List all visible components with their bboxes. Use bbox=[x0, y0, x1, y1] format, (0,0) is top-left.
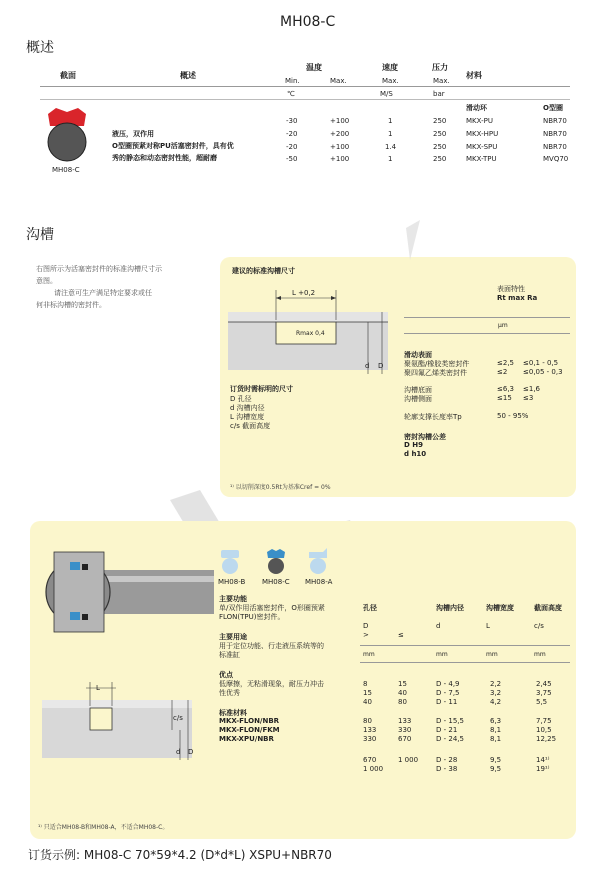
size-gt: 15 bbox=[363, 689, 372, 697]
order-dim-2: d 沟槽内径 bbox=[230, 404, 265, 412]
header-divider bbox=[40, 86, 570, 87]
size-cs: 5,5 bbox=[536, 698, 548, 706]
size-le: 133 bbox=[398, 717, 412, 725]
order-dim-1: D 孔径 bbox=[230, 395, 252, 403]
size-cs: 10,5 bbox=[536, 726, 552, 734]
size-d: D - 11 bbox=[436, 698, 458, 706]
unit-um: μm bbox=[498, 322, 508, 329]
size-unit-bottom-line bbox=[360, 662, 570, 663]
dyn-row1-label: 聚氨酯/橡胶类密封件 bbox=[404, 360, 470, 368]
size-le: 670 bbox=[398, 735, 412, 743]
side-v2: ≤3 bbox=[523, 394, 534, 402]
row-min: -20 bbox=[286, 143, 298, 151]
tol-D: D H9 bbox=[404, 441, 423, 449]
unit-temp: ℃ bbox=[287, 90, 295, 98]
size-d: D - 21 bbox=[436, 726, 458, 734]
size-d: D - 7,5 bbox=[436, 689, 460, 697]
size-d: D - 38 bbox=[436, 765, 458, 773]
adv-title: 优点 bbox=[219, 671, 233, 679]
size-cs: 3,75 bbox=[536, 689, 552, 697]
row-speed: 1.4 bbox=[385, 143, 397, 151]
col-groove-d: 沟槽内径 bbox=[436, 604, 464, 612]
oring-header: O型圈 bbox=[543, 104, 563, 112]
bottom-v2: ≤1,6 bbox=[523, 385, 540, 393]
row-max: +100 bbox=[330, 155, 350, 163]
size-d: D - 28 bbox=[436, 756, 458, 764]
groove-dim-D: D bbox=[378, 362, 384, 370]
dyn-row2-v1: ≤2 bbox=[497, 368, 508, 376]
unit-divider bbox=[40, 99, 570, 100]
adv-line-2: 性优秀 bbox=[219, 689, 240, 697]
row-max: +100 bbox=[330, 143, 350, 151]
dyn-row2-v2: ≤0,05 - 0,3 bbox=[523, 368, 563, 376]
size-gt: 8 bbox=[363, 680, 368, 688]
sub-le: ≤ bbox=[398, 631, 404, 639]
material-1: MKX-FLON/NBR bbox=[219, 717, 280, 725]
size-cs: 19¹⁾ bbox=[536, 765, 550, 773]
mh08c-profile-icon-small bbox=[265, 548, 287, 576]
sub-d: d bbox=[436, 622, 441, 630]
col-pressure-header: 压力 bbox=[432, 63, 448, 72]
size-gt: 1 000 bbox=[363, 765, 384, 773]
row-pressure: 250 bbox=[433, 130, 447, 138]
slide-ring-header: 滑动环 bbox=[466, 104, 487, 112]
col-groove-w: 沟槽宽度 bbox=[486, 604, 514, 612]
order-dim-4: c/s 截面高度 bbox=[230, 422, 271, 430]
temp-max-label: Max. bbox=[330, 77, 347, 85]
overview-section-title: 概述 bbox=[26, 40, 54, 56]
size-L: 6,3 bbox=[490, 717, 502, 725]
row-pressure: 250 bbox=[433, 155, 447, 163]
row-ring: MKX-TPU bbox=[466, 155, 497, 163]
unit-mm-2: mm bbox=[436, 651, 448, 658]
unit-mm-1: mm bbox=[363, 651, 375, 658]
dyn-title: 滑动表面 bbox=[404, 351, 432, 359]
row-oring: NBR70 bbox=[543, 143, 567, 151]
sizes-dim-d: d bbox=[176, 748, 181, 756]
bottom-v1: ≤6,3 bbox=[497, 385, 514, 393]
profile-label-a: MH08-A bbox=[305, 578, 333, 586]
unit-pressure: bar bbox=[433, 90, 445, 98]
use-title: 主要用途 bbox=[219, 633, 247, 641]
row-min: -20 bbox=[286, 130, 298, 138]
mh08b-profile-icon bbox=[219, 548, 241, 576]
size-gt: 80 bbox=[363, 717, 372, 725]
sizes-footnote: ¹⁾ 只适合MH08-B和MH08-A，不适合MH08-C。 bbox=[38, 824, 169, 831]
row-speed: 1 bbox=[388, 117, 393, 125]
size-le: 1 000 bbox=[398, 756, 419, 764]
col-section-header: 截面 bbox=[60, 71, 76, 80]
mh08a-profile-icon bbox=[307, 548, 329, 576]
sub-D: D bbox=[363, 622, 369, 630]
col-desc-header: 概述 bbox=[180, 71, 196, 80]
size-L: 8,1 bbox=[490, 735, 502, 743]
row-speed: 1 bbox=[388, 155, 393, 163]
tp-value: 50 - 95% bbox=[497, 412, 529, 420]
row-speed: 1 bbox=[388, 130, 393, 138]
unit-mm-4: mm bbox=[534, 651, 546, 658]
bottom-label: 沟槽底面 bbox=[404, 386, 432, 394]
size-cs: 14¹⁾ bbox=[536, 756, 550, 764]
size-le: 80 bbox=[398, 698, 407, 706]
surface-title: 表面特性 bbox=[497, 285, 525, 293]
material-2: MKX-FLON/FKM bbox=[219, 726, 280, 734]
row-ring: MKX-SPU bbox=[466, 143, 498, 151]
col-temp-header: 温度 bbox=[306, 63, 322, 72]
size-cs: 12,25 bbox=[536, 735, 557, 743]
sizes-dim-cs: c/s bbox=[173, 714, 183, 722]
size-le: 40 bbox=[398, 689, 407, 697]
row-oring: NBR70 bbox=[543, 130, 567, 138]
row-min: -30 bbox=[286, 117, 298, 125]
tp-label: 轮廓支撑长度率Tp bbox=[404, 413, 462, 421]
row-max: +100 bbox=[330, 117, 350, 125]
row-ring: MKX-HPU bbox=[466, 130, 499, 138]
size-gt: 40 bbox=[363, 698, 372, 706]
description-line-3: 秀的静态和动态密封性能，超耐磨 bbox=[112, 154, 217, 162]
description-line-1: 液压，双作用 bbox=[112, 130, 154, 138]
profile-label-c: MH08-C bbox=[262, 578, 290, 586]
dyn-row1-v2: ≤0,1 - 0,5 bbox=[523, 359, 559, 367]
groove-intro-2: 意图。 bbox=[36, 277, 57, 285]
document-title: MH08-C bbox=[280, 14, 336, 30]
groove-dim-R: Rmax 0,4 bbox=[296, 330, 325, 337]
dyn-row1-v1: ≤2,5 bbox=[497, 359, 514, 367]
size-cs: 2,45 bbox=[536, 680, 552, 688]
groove-intro-4: 何非标沟槽的密封件。 bbox=[36, 301, 106, 309]
groove-panel-title: 建议的标准沟槽尺寸 bbox=[232, 267, 295, 275]
material-3: MKX-XPU/NBR bbox=[219, 735, 274, 743]
size-L: 3,2 bbox=[490, 689, 502, 697]
side-label: 沟槽侧面 bbox=[404, 395, 432, 403]
sub-cs: c/s bbox=[534, 622, 544, 630]
pressure-max-label: Max. bbox=[433, 77, 450, 85]
feat-title: 主要功能 bbox=[219, 595, 247, 603]
sizes-dim-D: D bbox=[188, 748, 194, 756]
groove-intro-3: 请注意可生产满足特定要求或任 bbox=[54, 289, 152, 297]
groove-dim-L: L +0,2 bbox=[292, 289, 316, 297]
unit-mm-3: mm bbox=[486, 651, 498, 658]
size-L: 9,5 bbox=[490, 756, 502, 764]
groove-intro-1: 右图所示为活塞密封件的标准沟槽尺寸示 bbox=[36, 265, 162, 273]
profile-label-b: MH08-B bbox=[218, 578, 246, 586]
side-v1: ≤15 bbox=[497, 394, 512, 402]
mat-title: 标准材料 bbox=[219, 709, 247, 717]
row-oring: MVQ70 bbox=[543, 155, 569, 163]
size-L: 4,2 bbox=[490, 698, 502, 706]
tol-title: 密封沟槽公差 bbox=[404, 433, 446, 441]
sub-L: L bbox=[486, 622, 490, 630]
size-d: D - 4,9 bbox=[436, 680, 460, 688]
col-material-header: 材料 bbox=[466, 71, 482, 80]
sub-gt: > bbox=[363, 631, 369, 639]
size-L: 9,5 bbox=[490, 765, 502, 773]
size-le: 15 bbox=[398, 680, 407, 688]
use-line-2: 标准缸 bbox=[219, 651, 240, 659]
size-d: D - 24,5 bbox=[436, 735, 464, 743]
order-dims-title: 订货时需标明的尺寸 bbox=[230, 385, 293, 393]
groove-section-title: 沟槽 bbox=[26, 227, 54, 243]
temp-min-label: Min. bbox=[285, 77, 300, 85]
row-oring: NBR70 bbox=[543, 117, 567, 125]
col-bore: 孔径 bbox=[363, 604, 377, 612]
col-cs: 截面高度 bbox=[534, 604, 562, 612]
row-ring: MKX-PU bbox=[466, 117, 493, 125]
size-unit-top-line bbox=[360, 645, 570, 646]
groove-dim-d: d bbox=[365, 362, 370, 370]
row-pressure: 250 bbox=[433, 117, 447, 125]
order-dim-3: L 沟槽宽度 bbox=[230, 413, 265, 421]
order-example: 订货示例: MH08-C 70*59*4.2 (D*d*L) XSPU+NBR70 bbox=[28, 848, 332, 862]
unit-speed: M/S bbox=[380, 90, 393, 98]
feat-line-1: 单/双作用活塞密封件，O形圈预紧 bbox=[219, 604, 325, 612]
col-speed-header: 速度 bbox=[382, 63, 398, 72]
size-L: 2,2 bbox=[490, 680, 502, 688]
speed-max-label: Max. bbox=[382, 77, 399, 85]
feat-line-2: FLON(TPU)密封件。 bbox=[219, 613, 285, 621]
size-gt: 670 bbox=[363, 756, 377, 764]
mh08c-profile-icon bbox=[44, 106, 90, 166]
description-line-2: O型圈预紧对称PU活塞密封件，具有优 bbox=[112, 142, 234, 150]
size-gt: 133 bbox=[363, 726, 377, 734]
size-cs: 7,75 bbox=[536, 717, 552, 725]
size-le: 330 bbox=[398, 726, 412, 734]
tol-d: d h10 bbox=[404, 450, 427, 458]
use-line-1: 用于定位功能、行走液压系统等的 bbox=[219, 642, 324, 650]
size-gt: 330 bbox=[363, 735, 377, 743]
piston-assembly-drawing bbox=[36, 540, 216, 640]
groove-footnote: ¹⁾ 以切削深度0.5Rt为基准Cref = 0% bbox=[230, 484, 331, 491]
size-L: 8,1 bbox=[490, 726, 502, 734]
row-pressure: 250 bbox=[433, 143, 447, 151]
sizes-dim-L: L bbox=[96, 684, 100, 692]
dyn-row2-label: 聚四氟乙烯类密封件 bbox=[404, 369, 467, 377]
row-min: -50 bbox=[286, 155, 298, 163]
profile-label: MH08-C bbox=[52, 166, 80, 174]
surface-cols: Rt max Ra bbox=[497, 294, 538, 302]
adv-line-1: 低摩擦，无粘滑现象，耐压力冲击 bbox=[219, 680, 324, 688]
size-d: D - 15,5 bbox=[436, 717, 464, 725]
row-max: +200 bbox=[330, 130, 350, 138]
